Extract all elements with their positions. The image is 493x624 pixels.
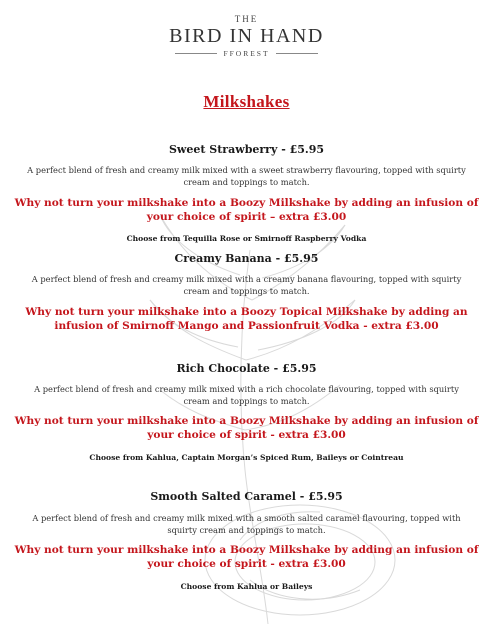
item-name-rich-chocolate: Rich Chocolate - £5.95 <box>176 362 317 375</box>
item-description-rich-chocolate: A perfect blend of fresh and creamy milk mixed with a rich chocolate flavouring, topped with squirty cream and toppings to match. <box>34 384 459 406</box>
item-offer-creamy-banana: Why not turn your milkshake into a Boozy Topical Milkshake by adding an infusion of Smirnoff Mango and Passionfruit Vodka - extra £3.00 <box>25 306 468 332</box>
item-name-sweet-strawberry: Sweet Strawberry - £5.95 <box>168 143 325 156</box>
logo-location: FFOREST <box>223 49 270 58</box>
item-offer-sweet-strawberry: Why not turn your milkshake into a Boozy Milkshake by adding an infusion of your choice of spirit – extra £3.00 <box>14 197 479 223</box>
logo-name: BIRD IN HAND <box>169 25 324 47</box>
item-name-creamy-banana: Creamy Banana - £5.95 <box>174 252 319 265</box>
logo-rule-left <box>175 53 217 54</box>
item-offer-rich-chocolate: Why not turn your milkshake into a Boozy Milkshake by adding an infusion of your choice of spirit - extra £3.00 <box>14 415 479 441</box>
logo-the: THE <box>234 14 259 24</box>
page-title: Milkshakes <box>203 92 290 111</box>
logo-location-row <box>0 49 493 58</box>
item-name-smooth-salted-caramel: Smooth Salted Caramel - £5.95 <box>150 490 343 503</box>
item-description-creamy-banana: A perfect blend of fresh and creamy milk mixed with a creamy banana flavouring, topped with squirty cream and toppings to match. <box>31 274 462 296</box>
restaurant-logo <box>0 14 493 58</box>
item-offer-smooth-salted-caramel: Why not turn your milkshake into a Boozy Milkshake by adding an infusion of your choice of spirit - extra £3.00 <box>14 544 479 570</box>
item-choose-rich-chocolate: Choose from Kahlua, Captain Morgan’s Spiced Rum, Baileys or Cointreau <box>89 453 404 462</box>
logo-rule-right <box>276 53 318 54</box>
item-choose-smooth-salted-caramel: Choose from Kahlua or Baileys <box>180 582 313 591</box>
item-description-sweet-strawberry: A perfect blend of fresh and creamy milk mixed with a sweet strawberry flavouring, topped with squirty cream and toppings to match. <box>27 165 466 187</box>
item-choose-sweet-strawberry: Choose from Tequilla Rose or Smirnoff Raspberry Vodka <box>126 234 367 243</box>
item-description-smooth-salted-caramel: A perfect blend of fresh and creamy milk mixed with a smooth salted caramel flavouring, topped with squirty cream and toppings to match. <box>32 513 461 535</box>
